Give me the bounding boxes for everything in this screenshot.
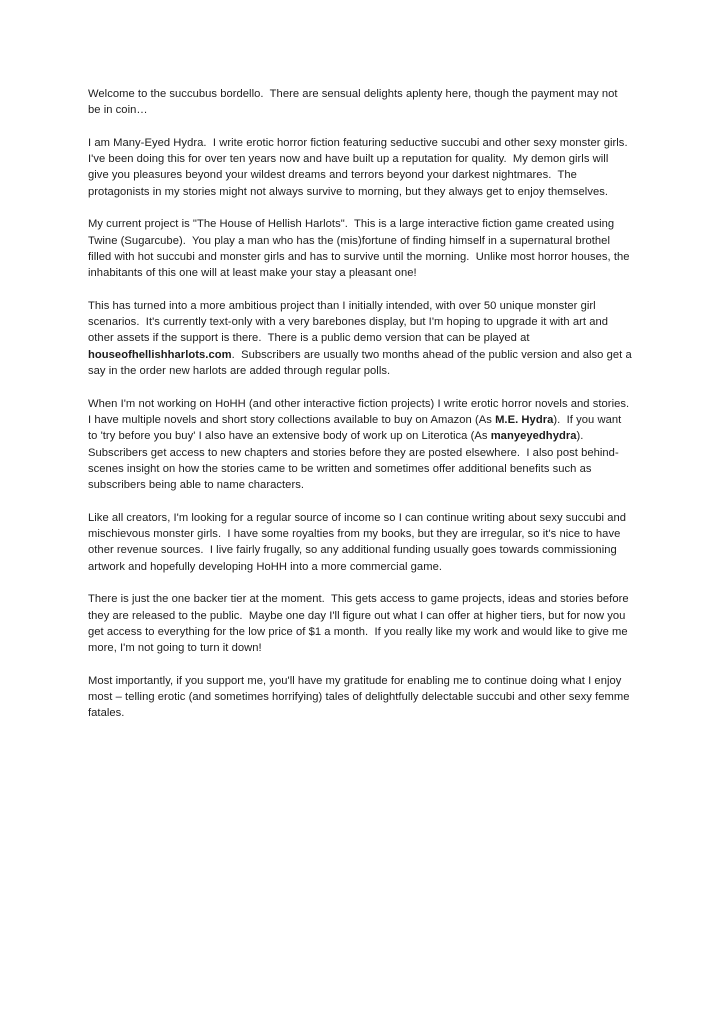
- text-run: . Subscribers are usually two months ahead of the public version and also get a say in the order new harlots are added through regular polls.: [88, 348, 635, 378]
- paragraph-gratitude: [88, 673, 632, 722]
- text-run: There is just the one backer tier at the moment. This gets access to game projects, ideas and stories before they are released to the public. Maybe one day I'll figure out what I can offer at higher tiers, but for now you get access to everything for the low price of $1 a month. If you really like my work and would like to give me more, I'm not going to turn it down!: [88, 593, 632, 655]
- text-run: This has turned into a more ambitious project than I initially intended, with over 50 unique monster girl scenarios. It's currently text-only with a very barebones display, but I'm hoping to upgrade it with art and other assets if the support is there. There is a public demo version that can be played at: [88, 299, 612, 345]
- paragraph-intro: [88, 86, 632, 119]
- text-run: My current project is "The House of Hellish Harlots". This is a large interactive fiction game created using Twine (Sugarcube). You play a man who has the (mis)fortune of finding himself in a supernatural brothel filled with hot succubi and monster girls and has to survive until the morning. Unlike most horror houses, the inhabitants of this one will at least make your stay a pleasant one!: [88, 218, 633, 280]
- paragraph-author-intro: [88, 135, 632, 200]
- document-body-text: [88, 86, 636, 722]
- text-run: Like all creators, I'm looking for a regular source of income so I can continue writing about sexy succubi and mischievous monster girls. I have some royalties from my books, but they are irregular, so it's nice to have other revenue sources. I live fairly frugally, so any additional funding usually goes towards commissioning artwork and hopefully developing HoHH into a more commercial game.: [88, 511, 630, 573]
- text-run: I am Many-Eyed Hydra. I write erotic horror fiction featuring seductive succubi and other sexy monster girls. I've been doing this for over ten years now and have built up a reputation for quality. My demon girls will give you pleasures beyond your wildest dreams and terrors beyond your darkest nightmares. The protagonists in my stories might not always survive to morning, but they always get to enjoy themselves.: [88, 136, 634, 198]
- paragraph-income: [88, 510, 632, 575]
- paragraph-project-scope: [88, 298, 635, 379]
- text-run: ). Subscribers get access to new chapters and stories before they are posted elsewhere. I also post behind-scenes insight on how the stories came to be written and sometimes offer additional benefits such as subscribers being able to name characters.: [88, 430, 619, 492]
- pen-name-bold-text: M.E. Hydra: [495, 413, 554, 426]
- text-run: When I'm not working on HoHH (and other interactive fiction projects) I write erotic horror novels and stories. I have multiple novels and short story collections available to buy on Amazon (As: [88, 397, 636, 426]
- text-run: Most importantly, if you support me, you'll have my gratitude for enabling me to continue doing what I enjoy most – telling erotic (and sometimes horrifying) tales of delightfully delectable succubi and other sexy femme fatales.: [88, 674, 633, 720]
- username-bold-text: manyeyedhydra: [490, 430, 577, 443]
- paragraph-backer-tier: [88, 591, 632, 656]
- website-bold-text: houseofhellishharlots.com: [88, 348, 232, 361]
- text-run: Welcome to the succubus bordello. There are sensual delights aplenty here, though the payment may not be in coin…: [88, 88, 621, 117]
- paragraph-current-project: [88, 216, 632, 281]
- text-run: ). If you want to 'try before you buy' I also have an extensive body of work up on Literotica (As: [88, 413, 625, 443]
- paragraph-other-work: [88, 396, 636, 494]
